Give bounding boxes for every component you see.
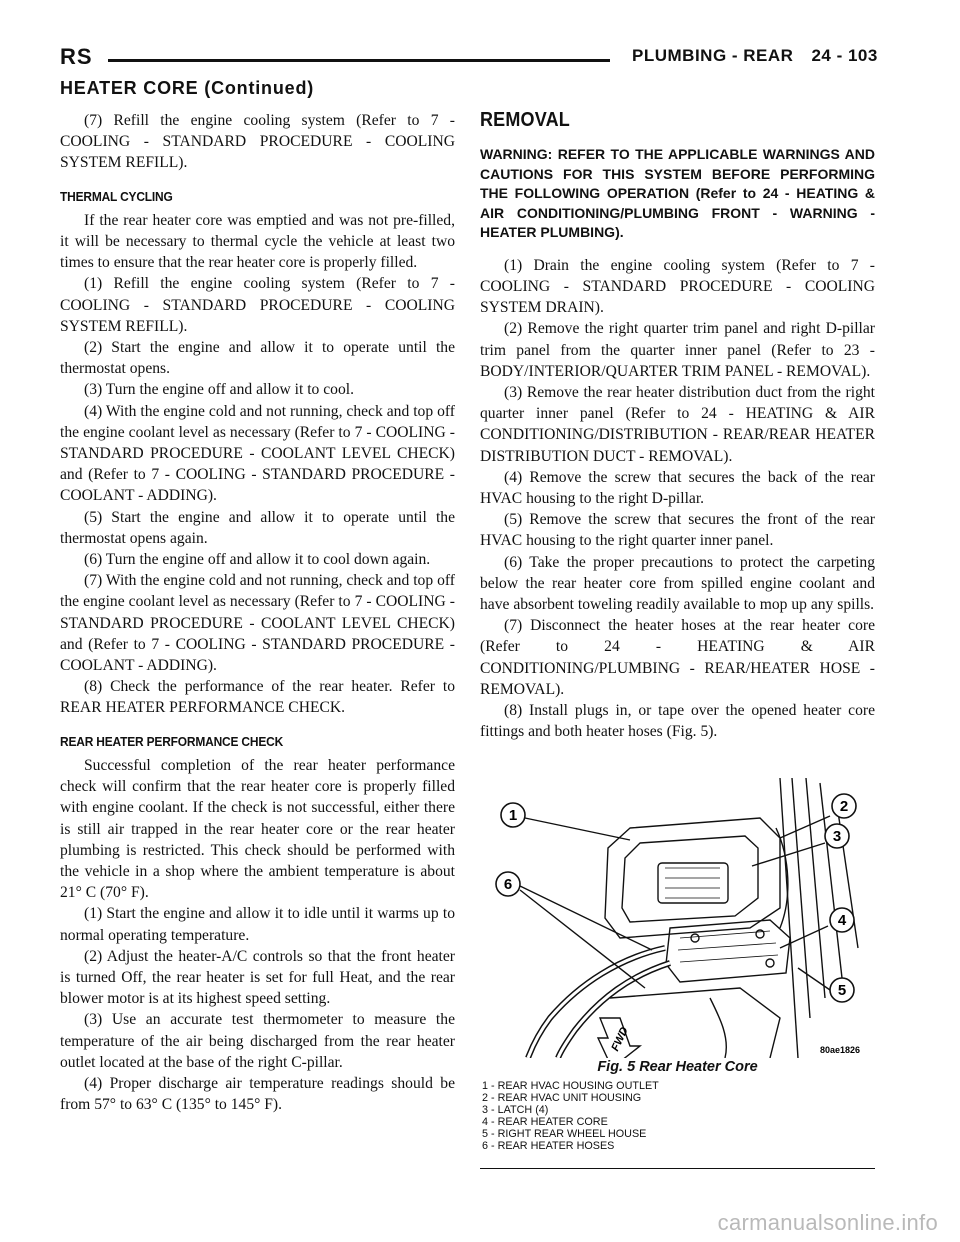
step: (3) Remove the rear heater distribution duct from the right quarter inner panel (Refer to 24 - HEATING & AIR CONDITIONING/DISTRIBUTION - REAR/REAR HEATER DISTRIBUTION DUCT - REMOVAL). — [480, 383, 875, 465]
right-column — [480, 110, 875, 742]
header-section — [632, 46, 896, 66]
legend-item: 6 - REAR HEATER HOSES — [482, 1140, 615, 1152]
step: (6) Turn the engine off and allow it to cool down again. — [84, 551, 431, 569]
paragraph: (7) Refill the engine cooling system (Refer to 7 - COOLING - STANDARD PROCEDURE - COOLING SYSTEM REFILL). — [60, 112, 455, 172]
header-model-code: RS — [60, 44, 93, 69]
watermark: carmanualsonline.info — [717, 1210, 938, 1235]
continued-heading: HEATER CORE (Continued) — [60, 78, 315, 98]
step: (3) Turn the engine off and allow it to cool. — [84, 381, 354, 399]
callout-5: 5 — [837, 982, 847, 999]
figure-caption: Fig. 5 Rear Heater Core — [597, 1059, 758, 1075]
section-heading-thermal-cycling: THERMAL CYCLING — [60, 188, 173, 204]
legend-item: 5 - RIGHT REAR WHEEL HOUSE — [482, 1128, 647, 1140]
section-heading-removal: REMOVAL — [480, 109, 570, 131]
callout-6: 6 — [503, 876, 513, 893]
step: (2) Remove the right quarter trim panel and right D-pillar trim panel from the quarter inner panel (Refer to 23 - BODY/INTERIOR/QUARTER TRIM PANEL - REMOVAL). — [480, 320, 875, 380]
step: (2) Adjust the heater-A/C controls so that the front heater is turned Off, the rear heater is set for full Heat, and the rear blower motor is at its highest speed setting. — [60, 947, 455, 1008]
callout-1: 1 — [508, 807, 518, 824]
warning-text: WARNING: REFER TO THE APPLICABLE WARNINGS AND CAUTIONS FOR THIS SYSTEM BEFORE PERFORMING THE FOLLOWING OPERATION (Refer to 24 - HEATING & AIR CONDITIONING/PLUMBING FRONT - WARNING - HEATER PLUMBING). — [480, 146, 875, 241]
step: (8) Check the performance of the rear heater. Refer to REAR HEATER PERFORMANCE CHECK. — [60, 678, 455, 717]
step: (7) With the engine cold and not running, check and top off the engine coolant level as necessary (Refer to 7 - COOLING - STANDARD PROCEDURE - COOLANT LEVEL CHECK) and (Refer to 7 - COOLING - STANDARD PROCEDURE - COOLANT - ADDING). — [60, 572, 455, 675]
header-section-title: PLUMBING - REAR — [632, 46, 794, 65]
paragraph: Successful completion of the rear heater performance check will confirm that the rear heater core is properly filled with engine coolant. If the check is not successful, either there is still air trapped in the rear heater core or the rear heater plumbing is restricted. This check should be performed with the vehicle in a shop where the ambient temperature is about 21° C (70° F). — [60, 756, 455, 902]
callout-3: 3 — [832, 828, 842, 845]
step: (1) Start the engine and allow it to idle until it warms up to normal operating temperature. — [60, 905, 455, 944]
step: (7) Disconnect the heater hoses at the rear heater core (Refer to 24 - HEATING & AIR CONDITIONING/PLUMBING - REAR/HEATER HOSE - REMOVAL). — [480, 617, 875, 698]
step: (8) Install plugs in, or tape over the opened heater core fittings and both heater hoses (Fig. 5). — [480, 701, 875, 741]
step: (4) Remove the screw that secures the back of the rear HVAC housing to the right D-pillar. — [480, 468, 875, 507]
left-column — [60, 110, 455, 1115]
figure-code: 80ae1826 — [820, 1045, 861, 1055]
fwd-arrow-label: FWD — [609, 1025, 631, 1054]
figure-legend — [482, 1080, 659, 1152]
legend-item: 2 - REAR HVAC UNIT HOUSING — [482, 1092, 642, 1104]
header-page-number: 24 - 103 — [811, 46, 878, 65]
step: (1) Drain the engine cooling system (Refer to 7 - COOLING - STANDARD PROCEDURE - COOLING SYSTEM DRAIN). — [480, 256, 875, 317]
callout-4: 4 — [837, 912, 847, 929]
step: (4) With the engine cold and not running, check and top off the engine coolant level as necessary (Refer to 7 - COOLING - STANDARD PROCEDURE - COOLANT LEVEL CHECK) and (Refer to 7 - COOLING - STANDARD PROCEDURE - COOLANT - ADDING). — [60, 402, 455, 505]
figure-bottom-rule — [480, 1168, 875, 1169]
legend-item: 3 - LATCH (4) — [482, 1104, 549, 1116]
heater-core-illustration — [480, 768, 875, 1058]
step: (6) Take the proper precautions to protect the carpeting below the rear heater core from spilled engine coolant and have absorbent toweling readily available to mop up any spills. — [480, 553, 875, 613]
step: (5) Start the engine and allow it to operate until the thermostat opens again. — [60, 508, 455, 547]
step: (5) Remove the screw that secures the front of the rear HVAC housing to the right quarter inner panel. — [480, 511, 875, 550]
legend-item: 1 - REAR HVAC HOUSING OUTLET — [482, 1080, 659, 1092]
step: (4) Proper discharge air temperature readings should be from 57° to 63° C (135° to 145° F). — [60, 1074, 455, 1114]
paragraph: If the rear heater core was emptied and was not pre-filled, it will be necessary to thermal cycle the vehicle at least two times to ensure that the rear heater core is properly filled. — [60, 211, 455, 272]
legend-item: 4 - REAR HEATER CORE — [482, 1116, 608, 1128]
step: (3) Use an accurate test thermometer to measure the temperature of the air being discharged from the rear heater outlet located at the base of the right C-pillar. — [60, 1011, 455, 1071]
step: (2) Start the engine and allow it to operate until the thermostat opens. — [60, 339, 455, 378]
section-heading-performance-check: REAR HEATER PERFORMANCE CHECK — [60, 733, 284, 749]
callout-2: 2 — [839, 798, 849, 815]
step: (1) Refill the engine cooling system (Refer to 7 - COOLING - STANDARD PROCEDURE - COOLING SYSTEM REFILL). — [60, 275, 455, 335]
header-rule — [108, 59, 610, 62]
